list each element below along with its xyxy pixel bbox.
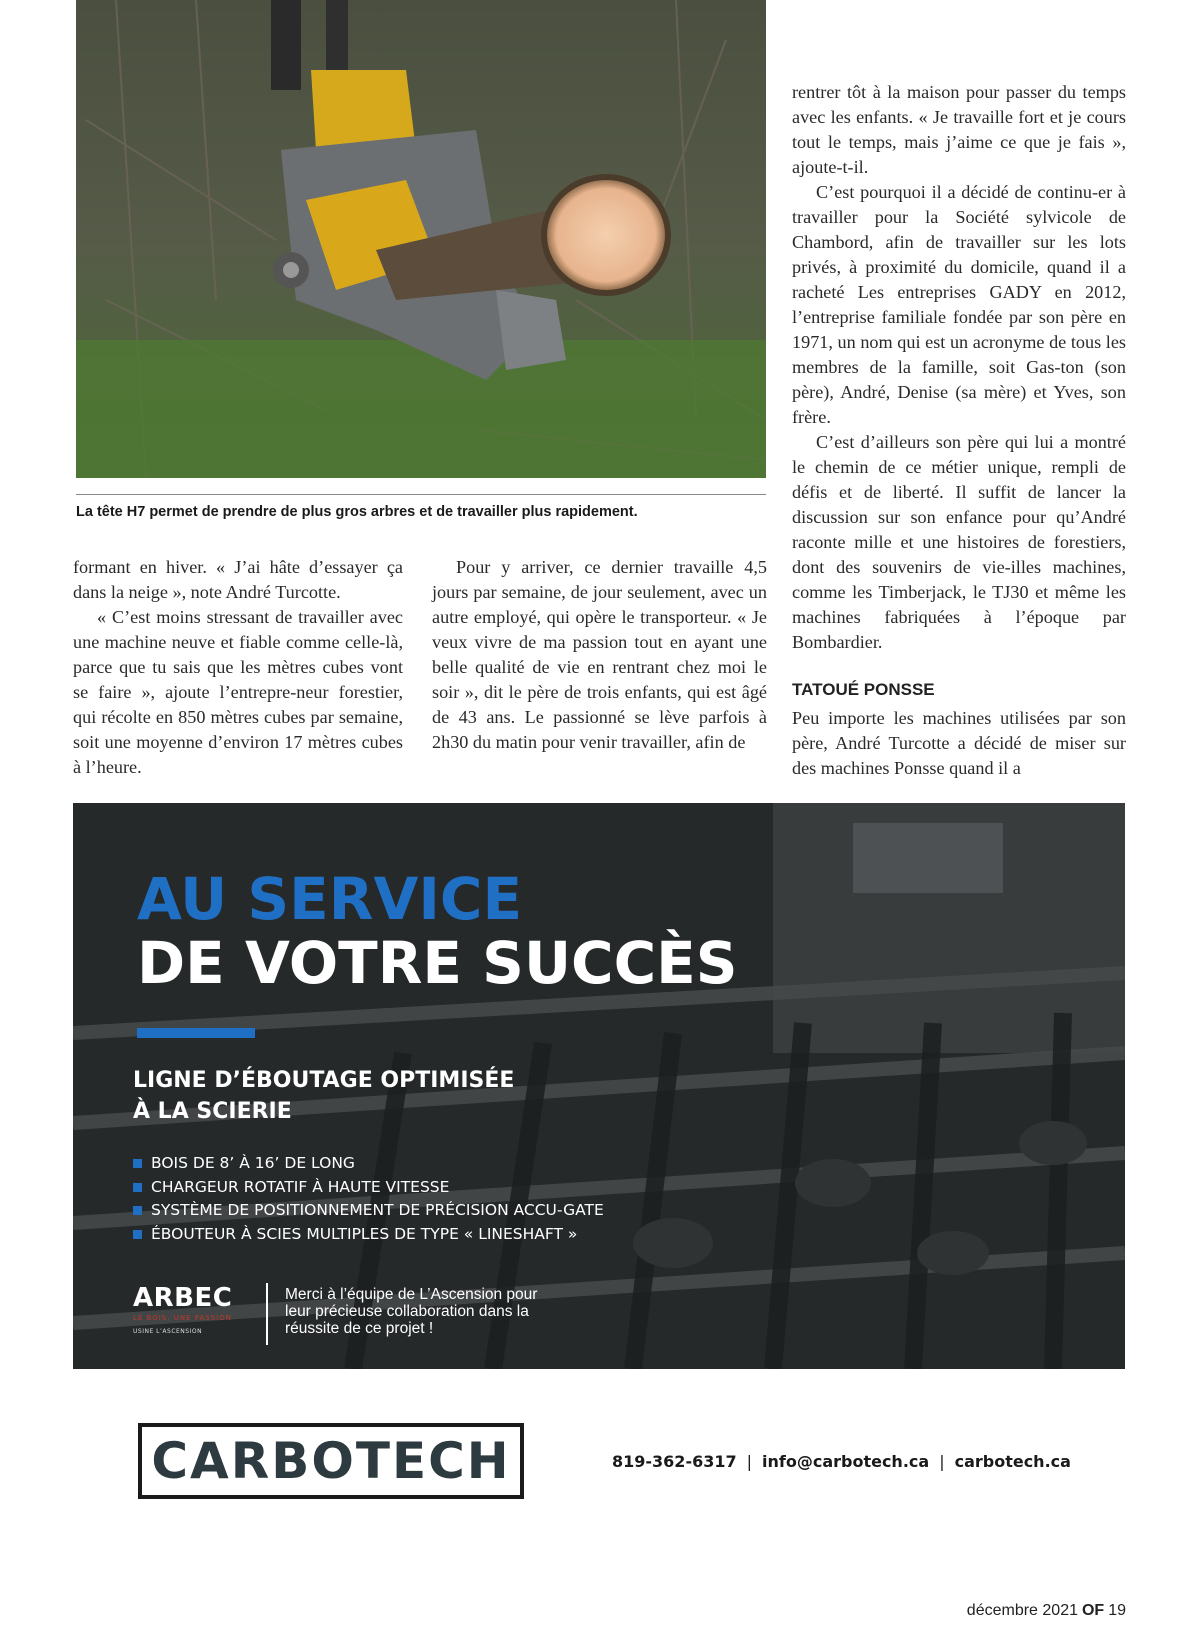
contact-separator: | <box>746 1452 752 1471</box>
ad-subtitle-line-1: LIGNE D’ÉBOUTAGE OPTIMISÉE <box>133 1068 515 1093</box>
harvester-photo <box>76 0 766 478</box>
arbec-advertisement <box>73 803 1125 1369</box>
folio-page-number: 19 <box>1108 1602 1126 1619</box>
section-subhead: TATOUÉ PONSSE <box>792 680 935 699</box>
caption-rule <box>76 494 766 495</box>
paragraph: rentrer tôt à la maison pour passer du temps avec les enfants. « Je travaille fort et je cours tout le temps, mais j’aime ce que je fais », ajoute-t-il. <box>792 82 1126 177</box>
paragraph: formant en hiver. « J’ai hâte d’essayer ça dans la neige », note André Turcotte. <box>73 557 403 602</box>
paragraph: Pour y arriver, ce dernier travaille 4,5 jours par semaine, de jour seulement, avec un autre employé, qui opère le transporteur. « Je veux vivre de ma passion tout en ayant une belle qualité de vie en rentrant chez moi le soir », dit le père de trois enfants, qui est âgé de 43 ans. Le passionné se lève parfois à 2h30 du matin pour venir travailler, afin de <box>432 557 767 752</box>
paragraph: Peu importe les machines utilisées par son père, André Turcotte a décidé de miser sur des machines Ponsse quand il a <box>792 708 1126 778</box>
article-column-3 <box>792 80 1126 781</box>
ad-thanks-text: Merci à l’équipe de L’Ascension pour leur précieuse collaboration dans la réussite de ce projet ! <box>285 1286 538 1337</box>
article-column-2 <box>432 555 767 755</box>
ad-accent-bar <box>137 1028 255 1038</box>
arbec-logo <box>133 1283 253 1335</box>
ad-feature-item: BOIS DE 8’ À 16’ DE LONG <box>133 1152 604 1176</box>
paragraph: C’est d’ailleurs son père qui lui a montré le chemin de ce métier unique, rempli de défis et de liberté. Il suffit de lancer la discussion sur son enfance pour qu’André raconte mille et une histoires de forestiers, dont des souvenirs de vie-illes machines, comme les Timberjack, le TJ30 et même les machines fabriquées à l’époque par Bombardier. <box>792 432 1126 652</box>
ad-feature-item: CHARGEUR ROTATIF À HAUTE VITESSE <box>133 1176 604 1200</box>
sponsor-website[interactable]: carbotech.ca <box>954 1452 1071 1471</box>
ad-title-line-2: DE VOTRE SUCCÈS <box>137 929 738 997</box>
sponsor-contact <box>612 1452 1071 1471</box>
arbec-logo-usine: USINE L’ASCENSION <box>133 1328 203 1335</box>
paragraph: C’est pourquoi il a décidé de continu-er à travailler pour la Société sylvicole de Chambord, afin de travailler sur les lots privés, à proximité du domicile, quand il a racheté Les entreprises GADY en 2012, l’entreprise familiale fondée par son père en 1971, un nom qui est un acronyme de tous les membres de la famille, soit Gas-ton (son père), André, Denise (sa mère) et Yves, son frère. <box>792 182 1126 427</box>
article-column-1 <box>73 555 403 780</box>
sponsor-phone[interactable]: 819-362-6317 <box>612 1452 737 1471</box>
folio-month: décembre 2021 <box>966 1602 1078 1619</box>
photo-caption: La tête H7 permet de prendre de plus gros arbres et de travailler plus rapidement. <box>76 504 638 520</box>
folio-magazine: OF <box>1081 1602 1105 1619</box>
ad-subtitle-line-2: À LA SCIERIE <box>133 1099 292 1124</box>
ad-title-line-1: AU SERVICE <box>137 865 523 933</box>
ad-divider <box>266 1283 268 1345</box>
ad-feature-item: ÉBOUTEUR À SCIES MULTIPLES DE TYPE « LINESHAFT » <box>133 1223 604 1247</box>
page-folio <box>967 1602 1126 1620</box>
contact-separator: | <box>939 1452 945 1471</box>
arbec-logo-name: ARBEC <box>133 1283 233 1313</box>
sponsor-email[interactable]: info@carbotech.ca <box>762 1452 930 1471</box>
ad-feature-list <box>133 1152 604 1246</box>
arbec-logo-tagline: LE BOIS, UNE PASSION <box>133 1314 232 1322</box>
ad-feature-item: SYSTÈME DE POSITIONNEMENT DE PRÉCISION ACCU-GATE <box>133 1199 604 1223</box>
paragraph: « C’est moins stressant de travailler avec une machine neuve et fiable comme celle-là, parce que tu sais que les mètres cubes vont se faire », ajoute l’entrepre-neur forestier, qui récolte en 850 mètres cubes par semaine, soit une moyenne d’environ 17 mètres cubes à l’heure. <box>73 607 403 777</box>
ad-subtitle <box>133 1065 514 1127</box>
carbotech-logo: CARBOTECH <box>138 1423 524 1499</box>
